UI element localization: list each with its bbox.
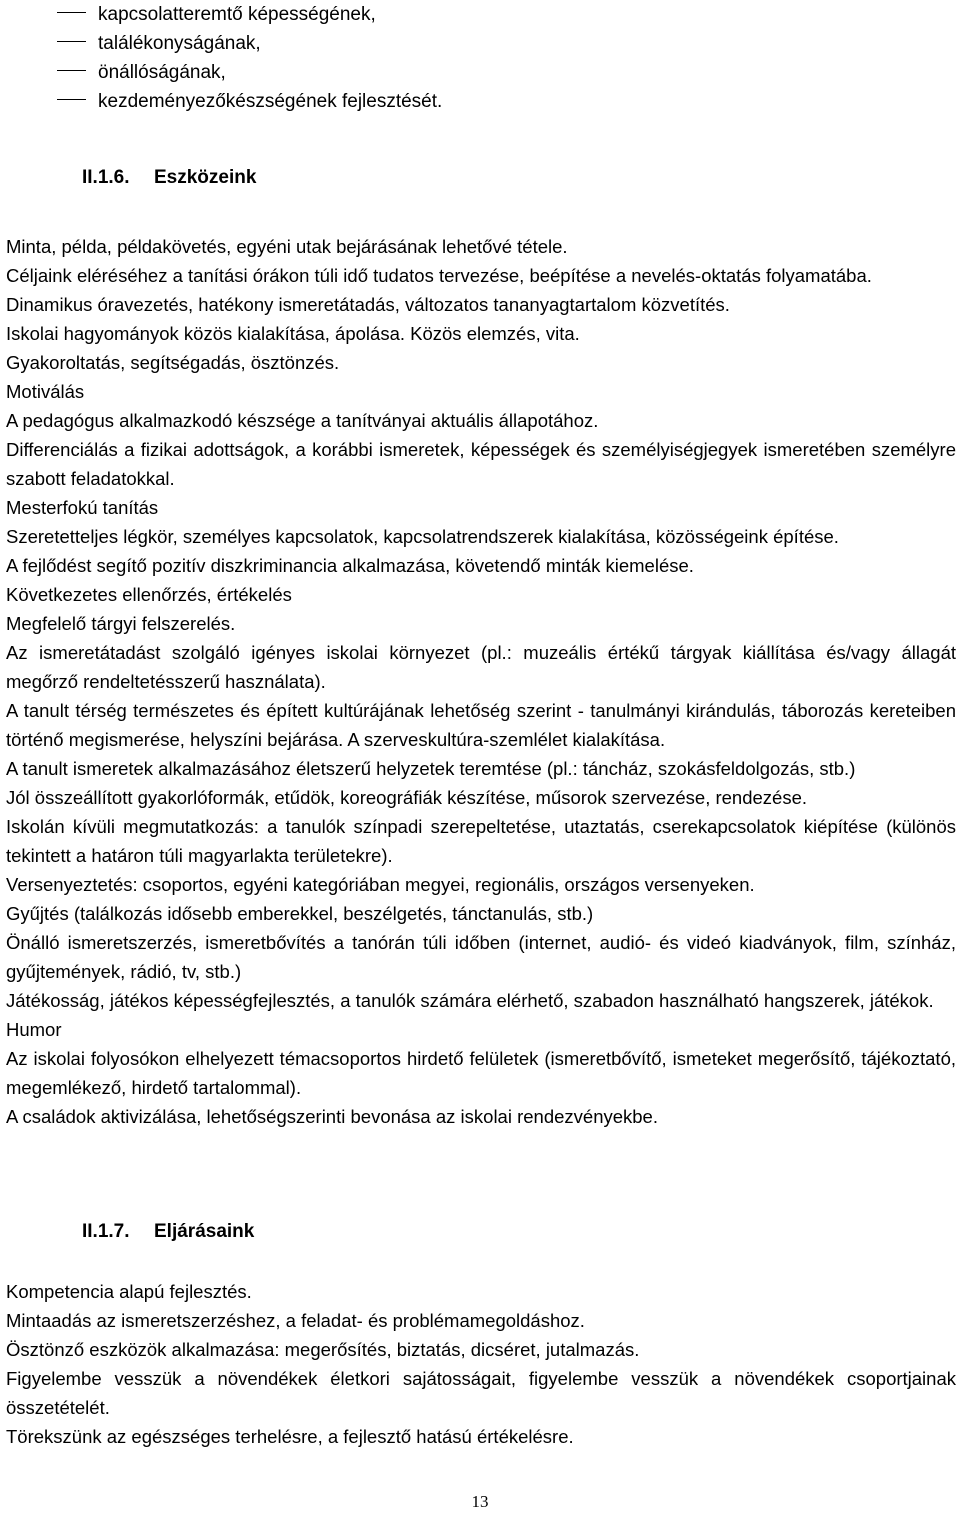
bullet-text: kezdeményezőkészségének fejlesztését. — [98, 91, 443, 112]
section-body-eljarasaink — [6, 1277, 956, 1451]
paragraph: Törekszünk az egészséges terhelésre, a fejlesztő hatású értékelésre. — [6, 1426, 574, 1447]
bullet-item — [57, 58, 442, 87]
paragraph: Kompetencia alapú fejlesztés. — [6, 1281, 252, 1302]
paragraph: A tanult térség természetes és épített kultúrájának lehetőség szerint - tanulmányi kirándulás, táborozás kereteiben történő megismerése, helyszíni bejárása. A szerveskultúra-szemlélet kialakítása. — [6, 700, 956, 750]
section-number: II.1.6. — [82, 167, 130, 188]
paragraph: Céljaink eléréséhez a tanítási órákon túli idő tudatos tervezése, beépítése a nevelés-oktatás folyamatába. — [6, 265, 872, 286]
paragraph: Megfelelő tárgyi felszerelés. — [6, 613, 236, 634]
paragraph: Differenciálás a fizikai adottságok, a korábbi ismeretek, képességek és személyiségjegyek ismeretében személyre szabott feladatokkal. — [6, 439, 956, 489]
bullet-item — [57, 87, 442, 116]
paragraph: Önálló ismeretszerzés, ismeretbővítés a tanórán túli időben (internet, audió- és videó kiadványok, film, színház, gyűjtemények, rádió, tv, stb.) — [6, 932, 956, 982]
bullet-text: kapcsolatteremtő képességének, — [98, 4, 376, 25]
paragraph: A családok aktivizálása, lehetőségszerinti bevonása az iskolai rendezvényekbe. — [6, 1106, 658, 1127]
paragraph: Jól összeállított gyakorlóformák, etűdök, koreográfiák készítése, műsorok szervezése, rendezése. — [6, 787, 808, 808]
paragraph: Az iskolai folyosókon elhelyezett témacsoportos hirdető felületek (ismeretbővítő, ismeteket megerősítő, tájékoztató, megemlékező, hirdető tartalommal). — [6, 1048, 956, 1098]
paragraph: Következetes ellenőrzés, értékelés — [6, 584, 292, 605]
paragraph: Iskolán kívüli megmutatkozás: a tanulók színpadi szerepeltetése, utaztatás, cserekapcsolatok kiépítése (különös tekintett a határon túli magyarlakta területekre). — [6, 816, 956, 866]
section-title: Eszközeink — [154, 167, 257, 188]
section-heading-eszkozeink — [82, 163, 256, 192]
paragraph: Gyakoroltatás, segítségadás, ösztönzés. — [6, 352, 340, 373]
dash-bullet-icon — [57, 99, 86, 100]
paragraph: Versenyeztetés: csoportos, egyéni kategóriában megyei, regionális, országos versenyeken. — [6, 874, 755, 895]
paragraph: A pedagógus alkalmazkodó készsége a tanítványai aktuális állapotához. — [6, 410, 599, 431]
section-body-eszkozeink — [6, 232, 956, 1131]
paragraph: Az ismeretátadást szolgáló igényes iskolai környezet (pl.: muzeális értékű tárgyak kiállítása és/vagy állagát megőrző rendeltetésszerű használata). — [6, 642, 956, 692]
section-number: II.1.7. — [82, 1221, 130, 1242]
paragraph: A fejlődést segítő pozitív diszkriminancia alkalmazása, követendő minták kiemelése. — [6, 555, 694, 576]
paragraph: Mesterfokú tanítás — [6, 497, 159, 518]
paragraph: Motiválás — [6, 381, 85, 402]
bullet-text: találékonyságának, — [98, 33, 261, 54]
dash-bullet-icon — [57, 41, 86, 42]
dash-bullet-icon — [57, 70, 86, 71]
bullet-item — [57, 0, 442, 29]
paragraph: Játékosság, játékos képességfejlesztés, a tanulók számára elérhető, szabadon használható hangszerek, játékok. — [6, 990, 934, 1011]
paragraph: Szeretetteljes légkör, személyes kapcsolatok, kapcsolatrendszerek kialakítása, közösségeink építése. — [6, 526, 839, 547]
paragraph: Humor — [6, 1019, 62, 1040]
paragraph: Dinamikus óravezetés, hatékony ismeretátadás, változatos tananyagtartalom közvetítés. — [6, 294, 730, 315]
paragraph: Ösztönző eszközök alkalmazása: megerősítés, biztatás, dicséret, jutalmazás. — [6, 1339, 640, 1360]
paragraph: Minta, példa, példakövetés, egyéni utak bejárásának lehetővé tétele. — [6, 236, 568, 257]
bullet-text: önállóságának, — [98, 62, 226, 83]
paragraph: Mintaadás az ismeretszerzéshez, a feladat- és problémamegoldáshoz. — [6, 1310, 585, 1331]
bullet-item — [57, 29, 442, 58]
paragraph: Figyelembe vesszük a növendékek életkori sajátosságait, figyelembe vesszük a növendékek csoportjainak összetételét. — [6, 1368, 956, 1418]
section-title: Eljárásaink — [154, 1221, 255, 1242]
paragraph: A tanult ismeretek alkalmazásához életszerű helyzetek teremtése (pl.: táncház, szokásfeldolgozás, stb.) — [6, 758, 856, 779]
page-number: 13 — [471, 1492, 489, 1511]
section-heading-eljarasaink — [82, 1217, 254, 1246]
paragraph: Gyűjtés (találkozás idősebb emberekkel, beszélgetés, tánctanulás, stb.) — [6, 903, 594, 924]
dash-bullet-icon — [57, 12, 86, 13]
bullet-list — [57, 0, 442, 116]
paragraph: Iskolai hagyományok közös kialakítása, ápolása. Közös elemzés, vita. — [6, 323, 580, 344]
